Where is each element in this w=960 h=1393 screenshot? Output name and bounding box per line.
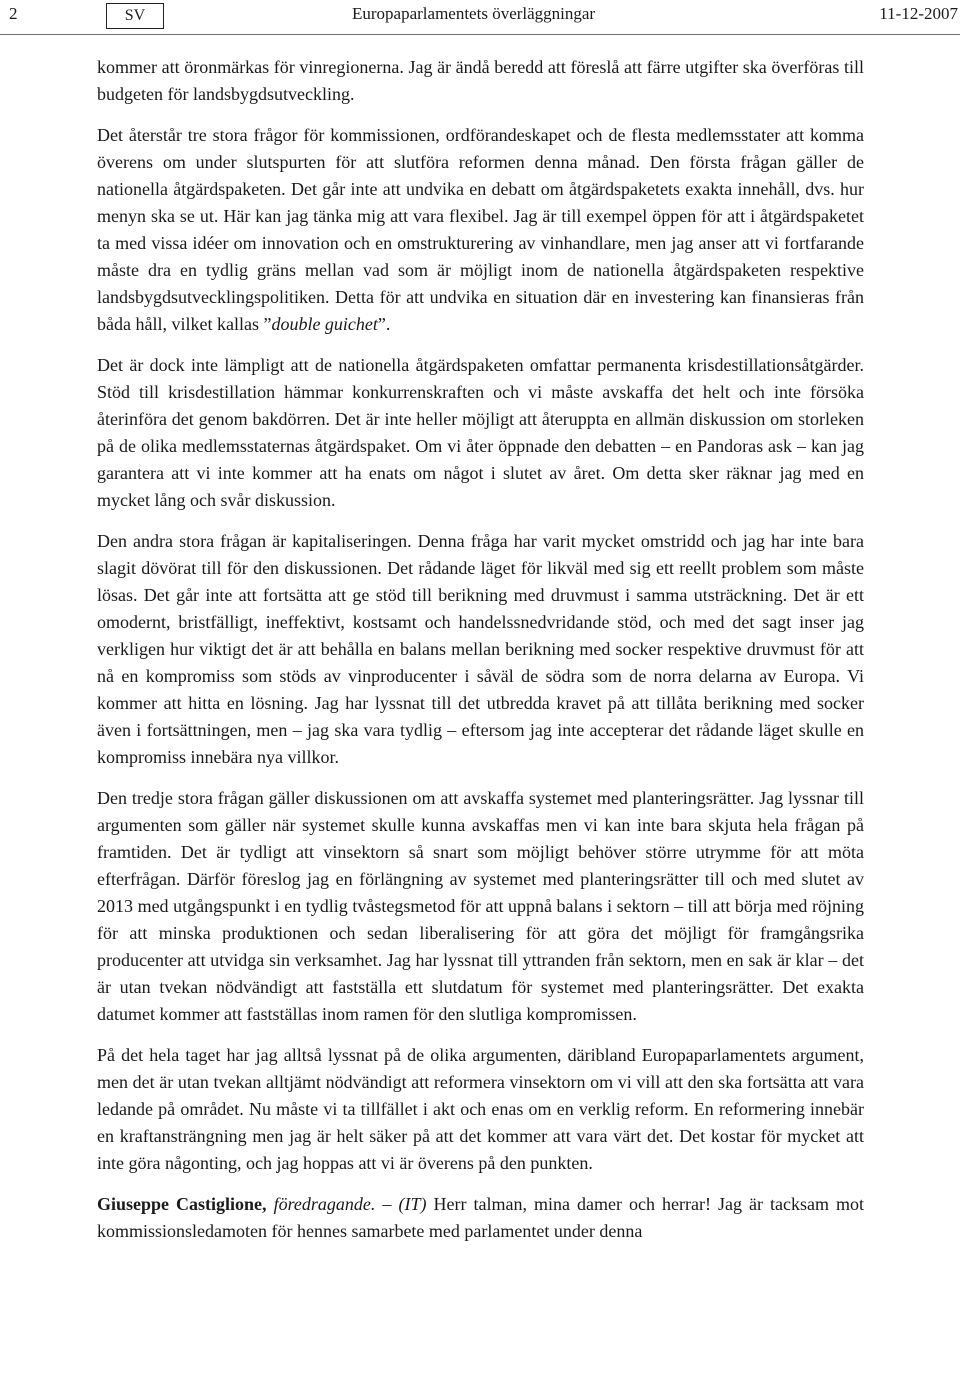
page-number: 2: [9, 4, 18, 23]
journal-title: Europaparlamentets överläggningar: [352, 4, 596, 23]
speaker-dash: –: [382, 1194, 392, 1214]
paragraph-3: Det är dock inte lämpligt att de nationella åtgärdspaketen omfattar permanenta krisdestillationsåtgärder. Stöd till krisdestillation hämmar konkurrenskraften och vi måste avskaffa det helt och inte försöka återinföra det genom bakdörren. Det är inte heller möjligt att återuppta en allmän diskussion om storleken på de olika medlemsstaternas åtgärdspaket. Om vi åter öppnade den debatten – en Pandoras ask – kan jag garantera att vi inte kommer att ha enats om något i slutet av året. Om detta sker räknar jag med en mycket lång och svår diskussion.: [97, 355, 864, 510]
speaker-text: Herr talman, mina damer och herrar! Jag är tacksam mot kommissionsledamoten för hennes samarbete med parlamentet under denna: [97, 1194, 865, 1241]
speaker-role: föredragande.: [273, 1194, 376, 1214]
page-header: [0, 0, 960, 35]
document-body: [97, 54, 864, 1259]
speaker-paragraph: [97, 1191, 864, 1245]
paragraph-1: kommer att öronmärkas för vinregionerna. Jag är ändå beredd att föreslå att färre utgifter ska överföras till budgeten för landsbygdsutveckling.: [97, 57, 864, 104]
italic-term: double guichet: [271, 314, 378, 334]
speaker-name: Giuseppe Castiglione,: [97, 1194, 267, 1214]
language-code-box: SV: [106, 3, 164, 29]
paragraph-5: Den tredje stora frågan gäller diskussionen om att avskaffa systemet med planteringsrätter. Jag lyssnar till argumenten som gäller när systemet skulle kunna avskaffas men vi kan inte bara skjuta hela frågan på framtiden. Det är tydligt att vinsektorn så snart som möjligt behöver större utrymme för att möta efterfrågan. Därför föreslog jag en förlängning av systemet med planteringsrätter till och med slutet av 2013 med utgångspunkt i en tydlig tvåstegsmetod för att uppnå balans i sektorn – till att börja med röjning för att minska produktionen och sedan liberalisering för att göra det möjligt för framgångsrika producenter att utvidga sin verksamhet. Jag har lyssnat till yttranden från sektorn, men en sak är klar – det är utan tvekan nödvändigt att fastställa ett slutdatum för systemet med planteringsrätter. Det exakta datumet kommer att fastställas inom ramen för den slutliga kompromissen.: [97, 788, 864, 1024]
speaker-language: (IT): [398, 1194, 427, 1214]
paragraph-2: Det återstår tre stora frågor för kommissionen, ordförandeskapet och de flesta medlemsstater att komma överens om under slutspurten för att slutföra reformen denna månad. Den första frågan gäller de nationella åtgärdspaketen. Det går inte att undvika en debatt om åtgärdspaketets exakta innehåll, dvs. hur menyn ska se ut. Här kan jag tänka mig att vara flexibel. Jag är till exempel öppen för att i åtgärdspaketet ta med vissa idéer om innovation och en omstrukturering av vinhandlare, men jag anser att vi fortfarande måste dra en tydlig gräns mellan vad som är möjligt inom de nationella åtgärdspaketen respektive landsbygdsutvecklingspolitiken. Detta för att undvika en situation där en investering kan finansieras från båda håll, vilket kallas ”double guichet”.: [97, 125, 864, 334]
publication-date: 11-12-2007: [879, 4, 958, 23]
paragraph-4: Den andra stora frågan är kapitaliseringen. Denna fråga har varit mycket omstridd och jag har inte bara slagit dövörat till för den diskussionen. Det rådande läget för likväl med sig ett reellt problem som måste lösas. Det går inte att fortsätta att ge stöd till berikning med druvmust i samma utsträckning. Det är ett omodernt, bristfälligt, ineffektivt, kostsamt och handelssnedvridande stöd, och med det sagt inser jag verkligen hur viktigt det är att behålla en balans mellan berikning med socker respektive druvmust för att nå en kompromiss som stöds av vinproducenter i såväl de södra som de norra delarna av Europa. Vi kommer att hitta en lösning. Jag har lyssnat till det utbredda kravet på att tillåta berikning med socker även i fortsättningen, men – jag ska vara tydlig – eftersom jag inte accepterar det rådande läget skulle en kompromiss innebära nya villkor.: [97, 531, 864, 767]
paragraph-6: På det hela taget har jag alltså lyssnat på de olika argumenten, däribland Europaparlamentets argument, men det är utan tvekan alltjämt nödvändigt att reformera vinsektorn om vi vill att den ska fortsätta att vara ledande på området. Nu måste vi ta tillfället i akt och enas om en verklig reform. En reformering innebär en kraftansträngning men jag är helt säker på att det kommer att vara värt det. Det kostar för mycket att inte göra någonting, och jag hoppas att vi är överens på den punkten.: [97, 1045, 864, 1173]
